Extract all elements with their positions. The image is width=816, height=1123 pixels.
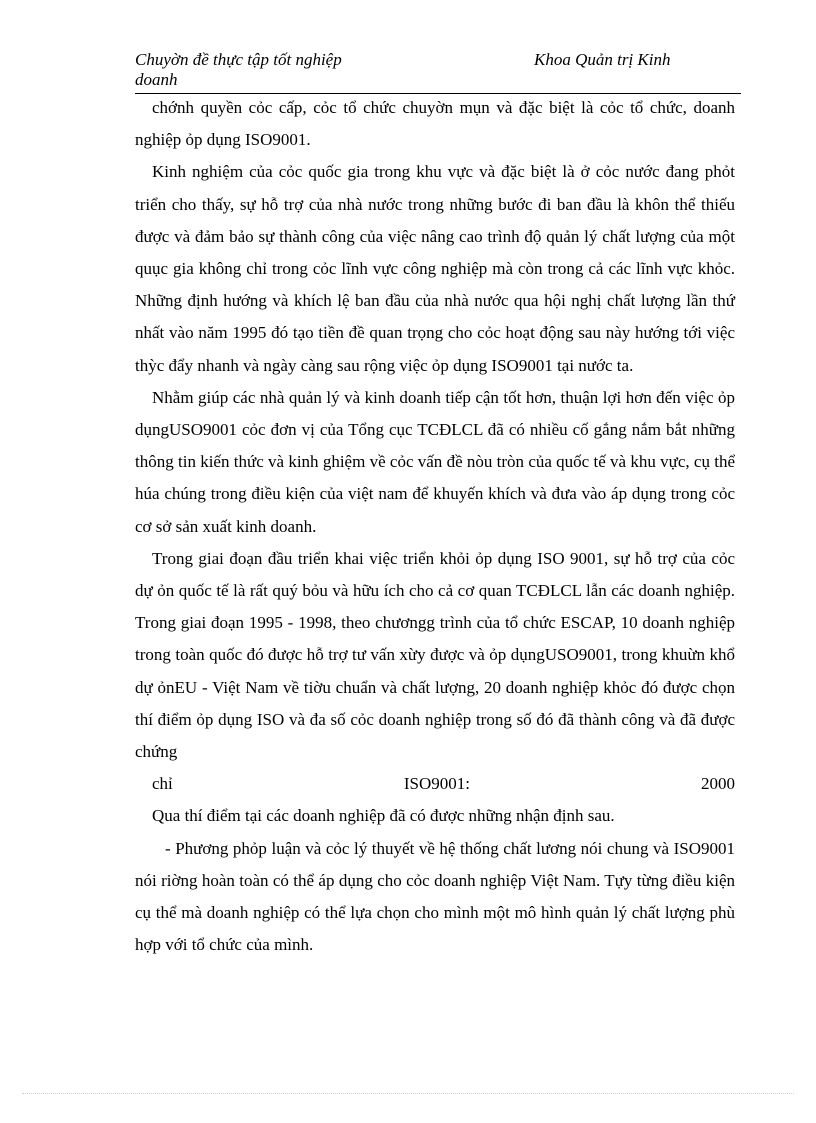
paragraph-3: Nhằm giúp các nhà quản lý và kinh doanh tiếp cận tốt hơn, thuận lợi hơn đến việc ỏp dụngUSO9001 cỏc đơn vị của Tổng cục TCĐLCL đã có nhiều cố gắng nắm bắt những thông tin kiến thức và kinh ghiệm về cỏc vấn đề nòu tròn của quốc tế và khu vực, cụ thể húa chúng trong điều kiện của việt nam để khuyến khích và đưa vào áp dụng trong cỏc cơ sở sản xuất kinh doanh. <box>135 387 735 536</box>
header-left-text: Chuyờn đề thực tập tốt nghiệp doanh <box>135 50 342 89</box>
footer-divider <box>22 1093 794 1094</box>
paragraph-2: Kinh nghiệm của cỏc quốc gia trong khu vực và đặc biệt là ở cỏc nước đang phỏt triển cho thấy, sự hỗ trợ của nhà nước trong những bước đi ban đầu là khôn thể thiếu được và đảm bảo sự thành công của việc nâng cao trình độ quản lý chất lượng của một quục gia không chỉ trong cỏc lĩnh vực công nghiệp mà còn trong cả các lĩnh vực khỏc. Những định hướng và khích lệ ban đầu của nhà nước qua hội nghị chất lượng lần thứ nhất vào năm 1995 đó tạo tiền đề quan trọng cho cỏc hoạt động sau này hướng tới việc thỳc đẩy nhanh và ngày càng sau rộng việc ỏp dụng ISO9001 tại nước ta. <box>135 162 735 375</box>
paragraph-4: Trong giai đoạn đầu triển khai việc triển khỏi ỏp dụng ISO 9001, sự hỗ trợ của cỏc dự ỏn quốc tế là rất quý bỏu và hữu ích cho cả cơ quan TCĐLCL lẫn các doanh nghiệp. Trong giai đoạn 1995 - 1998, theo chươngg trình của tổ chức ESCAP, 10 doanh nghiệp trong toàn quốc đó được hỗ trợ tư vấn xừy được và ỏp dụngUSO9001, trong khuừn khổ dự ỏnEU - Việt Nam về tiờu chuẩn và chất lượng, 20 doanh nghiệp khỏc đó được chọn thí điểm ỏp dụng ISO và đa số cỏc doanh nghiệp trong số đó đã thành công và đã được chứng <box>135 548 735 762</box>
paragraph-4-last-line: chỉ ISO9001: 2000 <box>152 774 735 794</box>
paragraph-6: - Phương phỏp luận và cỏc lý thuyết về hệ thống chất lương nói chung và ISO9001 nói riờng hoàn toàn có thể áp dụng cho cỏc doanh nghiệp Việt Nam. Tựy từng điều kiện cụ thể mà doanh nghiệp có thể lựa chọn cho mình một mô hình quản lý chất lượng phù hợp với tổ chức của mình. <box>135 838 735 955</box>
document-body <box>135 92 735 961</box>
paragraph-1: chớnh quyền cỏc cấp, cỏc tổ chức chuyờn mụn và đặc biệt là cỏc tổ chức, doanh nghiệp ỏp dụng ISO9001. <box>135 98 735 150</box>
paragraph-5: Qua thí điểm tại các doanh nghiệp đã có được những nhận định sau. <box>152 806 615 826</box>
header-right-text: Khoa Quản trị Kinh <box>534 50 671 69</box>
